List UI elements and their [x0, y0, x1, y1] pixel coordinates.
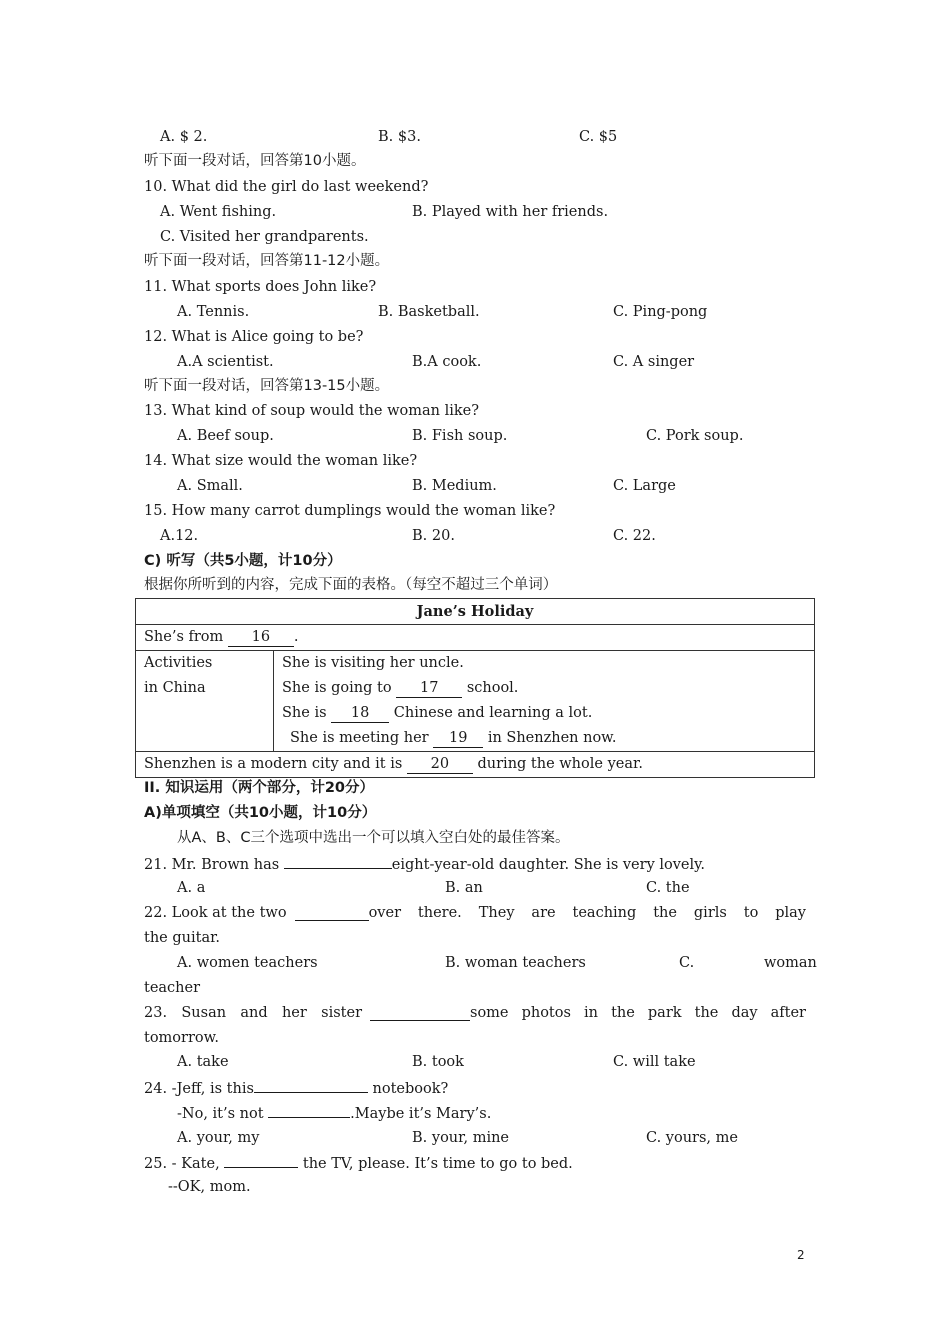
- section-ii-instruction: 从A、B、C三个选项中选出一个可以填入空白处的最佳答案。: [177, 830, 570, 846]
- activity-4: [282, 726, 806, 751]
- q10-option-a: A. Went fishing.: [160, 204, 277, 220]
- q22-option-c-label: C.: [679, 955, 695, 971]
- q10-option-c: C. Visited her grandparents.: [160, 229, 369, 245]
- q13-option-b: B. Fish soup.: [412, 428, 508, 444]
- q14-stem: 14. What size would the woman like?: [144, 453, 418, 469]
- section-c-instruction: 根据你所听到的内容，完成下面的表格。（每空不超过三个单词）: [144, 577, 558, 593]
- blank-19[interactable]: 19: [433, 730, 483, 748]
- q13-option-a: A. Beef soup.: [177, 428, 274, 444]
- table-title: Jane’s Holiday: [136, 599, 815, 625]
- q23-option-b: B. took: [412, 1054, 464, 1070]
- q24-option-b: B. your, mine: [412, 1130, 509, 1146]
- q12-option-c: C. A singer: [613, 354, 695, 370]
- q23-blank[interactable]: [370, 1004, 470, 1021]
- q12-stem: 12. What is Alice going to be?: [144, 329, 364, 345]
- q22-option-a: A. women teachers: [177, 955, 318, 971]
- q13-option-c: C. Pork soup.: [646, 428, 744, 444]
- q24-blank-2[interactable]: [268, 1101, 350, 1118]
- table-row-shenzhen: [136, 752, 815, 778]
- activity-3-pre: She is: [282, 705, 327, 721]
- q22-pre: 22. Look at the two: [144, 905, 287, 921]
- q21-pre: 21. Mr. Brown has: [144, 857, 280, 873]
- activity-2-pre: She is going to: [282, 680, 392, 696]
- shenzhen-post: during the whole year.: [477, 756, 643, 772]
- q15-option-c: C. 22.: [613, 528, 656, 544]
- q23-pre: 23. Susan and her sister: [144, 1005, 362, 1021]
- q23-option-a: A. take: [177, 1054, 229, 1070]
- q13-stem: 13. What kind of soup would the woman like?: [144, 403, 480, 419]
- q15-option-a: A.12.: [160, 528, 199, 544]
- activities-label-cell: [136, 651, 274, 752]
- q11-option-c: C. Ping-pong: [613, 304, 708, 320]
- janes-holiday-table: [135, 598, 815, 778]
- q22-stem: [144, 902, 806, 924]
- q23-post: some photos in the park the day after: [470, 1005, 806, 1021]
- activity-3: [282, 701, 806, 726]
- q25-pre: 25. - Kate,: [144, 1156, 220, 1172]
- blank-17[interactable]: 17: [396, 680, 462, 698]
- q24-line-2: [177, 1101, 491, 1123]
- q23-stem-cont: tomorrow.: [144, 1030, 219, 1046]
- q25-stem: [144, 1151, 573, 1173]
- q10-option-b: B. Played with her friends.: [412, 204, 609, 220]
- q12-option-b: B.A cook.: [412, 354, 482, 370]
- q9-option-b: B. $3.: [378, 129, 421, 145]
- q25-reply: --OK, mom.: [168, 1179, 251, 1195]
- q24-post: notebook?: [372, 1081, 449, 1097]
- blank-16[interactable]: 16: [228, 629, 294, 647]
- table-row-from: [136, 625, 815, 651]
- section-c-heading: C) 听写（共5小题，计10分）: [144, 553, 342, 569]
- q25-post: the TV, please. It’s time to go to bed.: [302, 1156, 573, 1172]
- q15-stem: 15. How many carrot dumplings would the woman like?: [144, 503, 556, 519]
- q14-option-c: C. Large: [613, 478, 676, 494]
- activities-label-2: in China: [144, 680, 206, 696]
- q22-option-c-text: woman: [764, 955, 817, 971]
- q22-option-c-cont: teacher: [144, 980, 201, 996]
- q24-line2-post: .Maybe it’s Mary’s.: [350, 1106, 492, 1122]
- q11-option-b: B. Basketball.: [378, 304, 480, 320]
- listen-instruction-q11-12: 听下面一段对话，回答第11-12小题。: [144, 253, 390, 269]
- q21-post: eight-year-old daughter. She is very lovely.: [391, 857, 706, 873]
- blank-18[interactable]: 18: [331, 705, 389, 723]
- q21-blank[interactable]: [284, 852, 392, 869]
- q22-stem-cont: the guitar.: [144, 930, 221, 946]
- activity-1: She is visiting her uncle.: [282, 655, 464, 671]
- q10-stem: 10. What did the girl do last weekend?: [144, 179, 429, 195]
- q15-option-b: B. 20.: [412, 528, 455, 544]
- listen-instruction-q13-15: 听下面一段对话，回答第13-15小题。: [144, 378, 390, 394]
- shenzhen-pre: Shenzhen is a modern city and it is: [144, 756, 403, 772]
- q24-blank-1[interactable]: [254, 1076, 368, 1093]
- q14-option-b: B. Medium.: [412, 478, 497, 494]
- q23-option-c: C. will take: [613, 1054, 696, 1070]
- q12-option-a: A.A scientist.: [177, 354, 274, 370]
- activity-4-post: in Shenzhen now.: [487, 730, 617, 746]
- q14-option-a: A. Small.: [177, 478, 243, 494]
- activity-2-post: school.: [466, 680, 519, 696]
- q21-option-b: B. an: [445, 880, 483, 896]
- q23-stem: [144, 1002, 806, 1024]
- q25-blank[interactable]: [224, 1151, 298, 1168]
- from-post: .: [293, 629, 299, 645]
- q24-option-c: C. yours, me: [646, 1130, 738, 1146]
- q22-option-b: B. woman teachers: [445, 955, 586, 971]
- activities-cell: [274, 651, 815, 752]
- q24-pre: 24. -Jeff, is this: [144, 1081, 254, 1097]
- q21-option-c: C. the: [646, 880, 690, 896]
- q11-stem: 11. What sports does John like?: [144, 279, 377, 295]
- section-ii-heading: II. 知识运用（两个部分，计20分）: [144, 780, 375, 796]
- q24-option-a: A. your, my: [177, 1130, 260, 1146]
- activity-2: [282, 676, 806, 701]
- q11-option-a: A. Tennis.: [177, 304, 250, 320]
- q9-option-a: A. $ 2.: [160, 129, 208, 145]
- q21-option-a: A. a: [177, 880, 206, 896]
- activity-4-pre: She is meeting her: [290, 730, 429, 746]
- from-pre: She’s from: [144, 629, 224, 645]
- q24-stem: [144, 1076, 448, 1098]
- section-ii-a-heading: A)单项填空（共10小题，计10分）: [144, 805, 377, 821]
- activities-label-1: Activities: [144, 655, 213, 671]
- activity-3-post: Chinese and learning a lot.: [393, 705, 593, 721]
- q9-option-c: C. $5: [579, 129, 618, 145]
- q22-post: over there. They are teaching the girls to play: [368, 905, 806, 921]
- listen-instruction-q10: 听下面一段对话，回答第10小题。: [144, 153, 366, 169]
- q24-line2-pre: -No, it’s not: [177, 1106, 264, 1122]
- q22-blank[interactable]: [295, 904, 369, 921]
- page-number: 2: [797, 1248, 805, 1262]
- blank-20[interactable]: 20: [407, 756, 473, 774]
- q21-stem: [144, 852, 705, 874]
